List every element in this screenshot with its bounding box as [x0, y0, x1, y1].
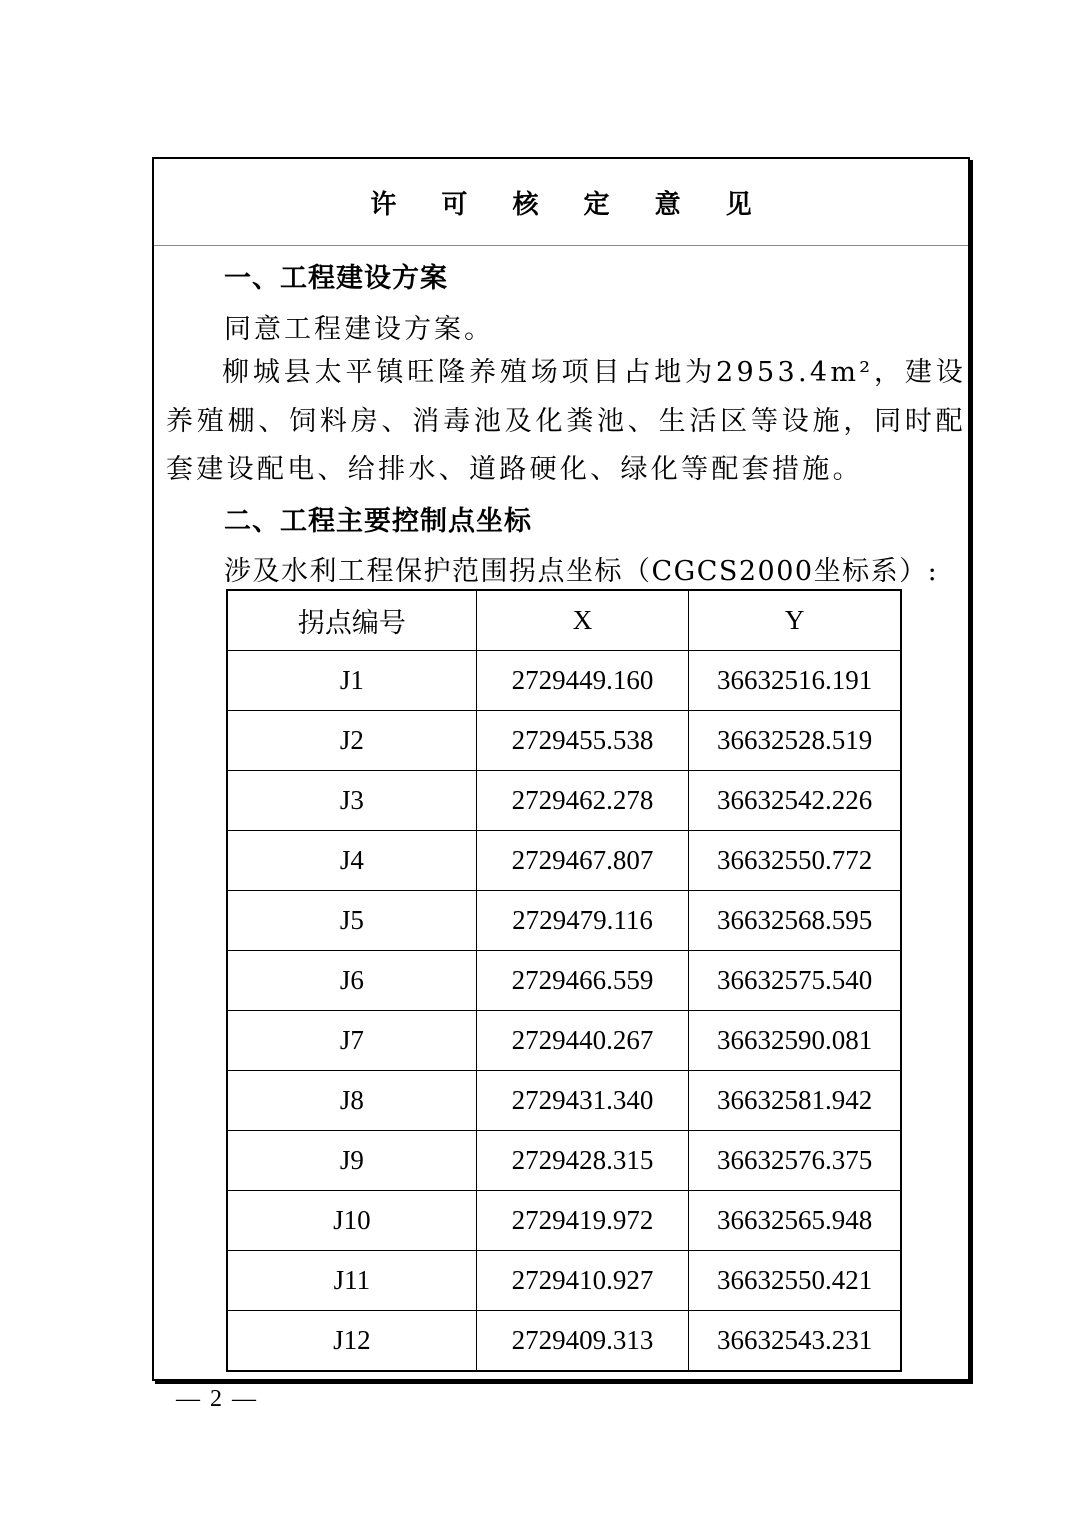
section2-intro: 涉及水利工程保护范围拐点坐标（CGCS2000坐标系）: — [224, 556, 939, 587]
table-row — [227, 771, 901, 831]
form-title: 许 可 核 定 意 见 — [154, 159, 968, 246]
cell-y: 36632550.772 — [689, 831, 901, 891]
cell-point-id: J12 — [227, 1311, 476, 1372]
section1-agree-text: 同意工程建设方案。 — [224, 314, 494, 345]
cell-x: 2729431.340 — [476, 1071, 689, 1131]
cell-x: 2729428.315 — [476, 1131, 689, 1191]
cell-point-id: J7 — [227, 1011, 476, 1071]
cell-x: 2729449.160 — [476, 651, 689, 711]
cell-x: 2729466.559 — [476, 951, 689, 1011]
header-x: X — [476, 590, 689, 651]
cell-x: 2729409.313 — [476, 1311, 689, 1372]
cell-x: 2729440.267 — [476, 1011, 689, 1071]
table-header-row — [227, 590, 901, 651]
section1-heading: 一、工程建设方案 — [224, 263, 448, 294]
table-body — [227, 651, 901, 1372]
cell-x: 2729410.927 — [476, 1251, 689, 1311]
coordinates-table — [226, 589, 902, 1372]
cell-y: 36632550.421 — [689, 1251, 901, 1311]
cell-y: 36632568.595 — [689, 891, 901, 951]
table-row — [227, 1311, 901, 1372]
cell-point-id: J9 — [227, 1131, 476, 1191]
section2-heading: 二、工程主要控制点坐标 — [224, 506, 532, 537]
cell-point-id: J8 — [227, 1071, 476, 1131]
table-row — [227, 1131, 901, 1191]
cell-y: 36632581.942 — [689, 1071, 901, 1131]
cell-point-id: J6 — [227, 951, 476, 1011]
table-row — [227, 651, 901, 711]
cell-y: 36632575.540 — [689, 951, 901, 1011]
table-row — [227, 891, 901, 951]
cell-y: 36632542.226 — [689, 771, 901, 831]
section1-description: 柳城县太平镇旺隆养殖场项目占地为2953.4m²，建设养殖棚、饲料房、消毒池及化粪池、生活区等设施，同时配套建设配电、给排水、道路硬化、绿化等配套措施。 — [166, 357, 966, 485]
table-row — [227, 951, 901, 1011]
cell-x: 2729419.972 — [476, 1191, 689, 1251]
table-row — [227, 1251, 901, 1311]
cell-x: 2729479.116 — [476, 891, 689, 951]
cell-point-id: J11 — [227, 1251, 476, 1311]
cell-x: 2729462.278 — [476, 771, 689, 831]
table-row — [227, 711, 901, 771]
cell-y: 36632516.191 — [689, 651, 901, 711]
cell-x: 2729455.538 — [476, 711, 689, 771]
table-row — [227, 831, 901, 891]
cell-y: 36632576.375 — [689, 1131, 901, 1191]
cell-y: 36632590.081 — [689, 1011, 901, 1071]
cell-point-id: J10 — [227, 1191, 476, 1251]
header-y: Y — [689, 590, 901, 651]
cell-x: 2729467.807 — [476, 831, 689, 891]
cell-point-id: J1 — [227, 651, 476, 711]
cell-point-id: J2 — [227, 711, 476, 771]
page-number: — 2 — — [176, 1386, 258, 1412]
table-row — [227, 1071, 901, 1131]
header-point-id: 拐点编号 — [227, 590, 476, 651]
cell-point-id: J3 — [227, 771, 476, 831]
opinion-form-frame — [152, 157, 970, 1381]
cell-y: 36632565.948 — [689, 1191, 901, 1251]
table-row — [227, 1191, 901, 1251]
table-row — [227, 1011, 901, 1071]
cell-y: 36632528.519 — [689, 711, 901, 771]
cell-point-id: J4 — [227, 831, 476, 891]
cell-y: 36632543.231 — [689, 1311, 901, 1372]
cell-point-id: J5 — [227, 891, 476, 951]
